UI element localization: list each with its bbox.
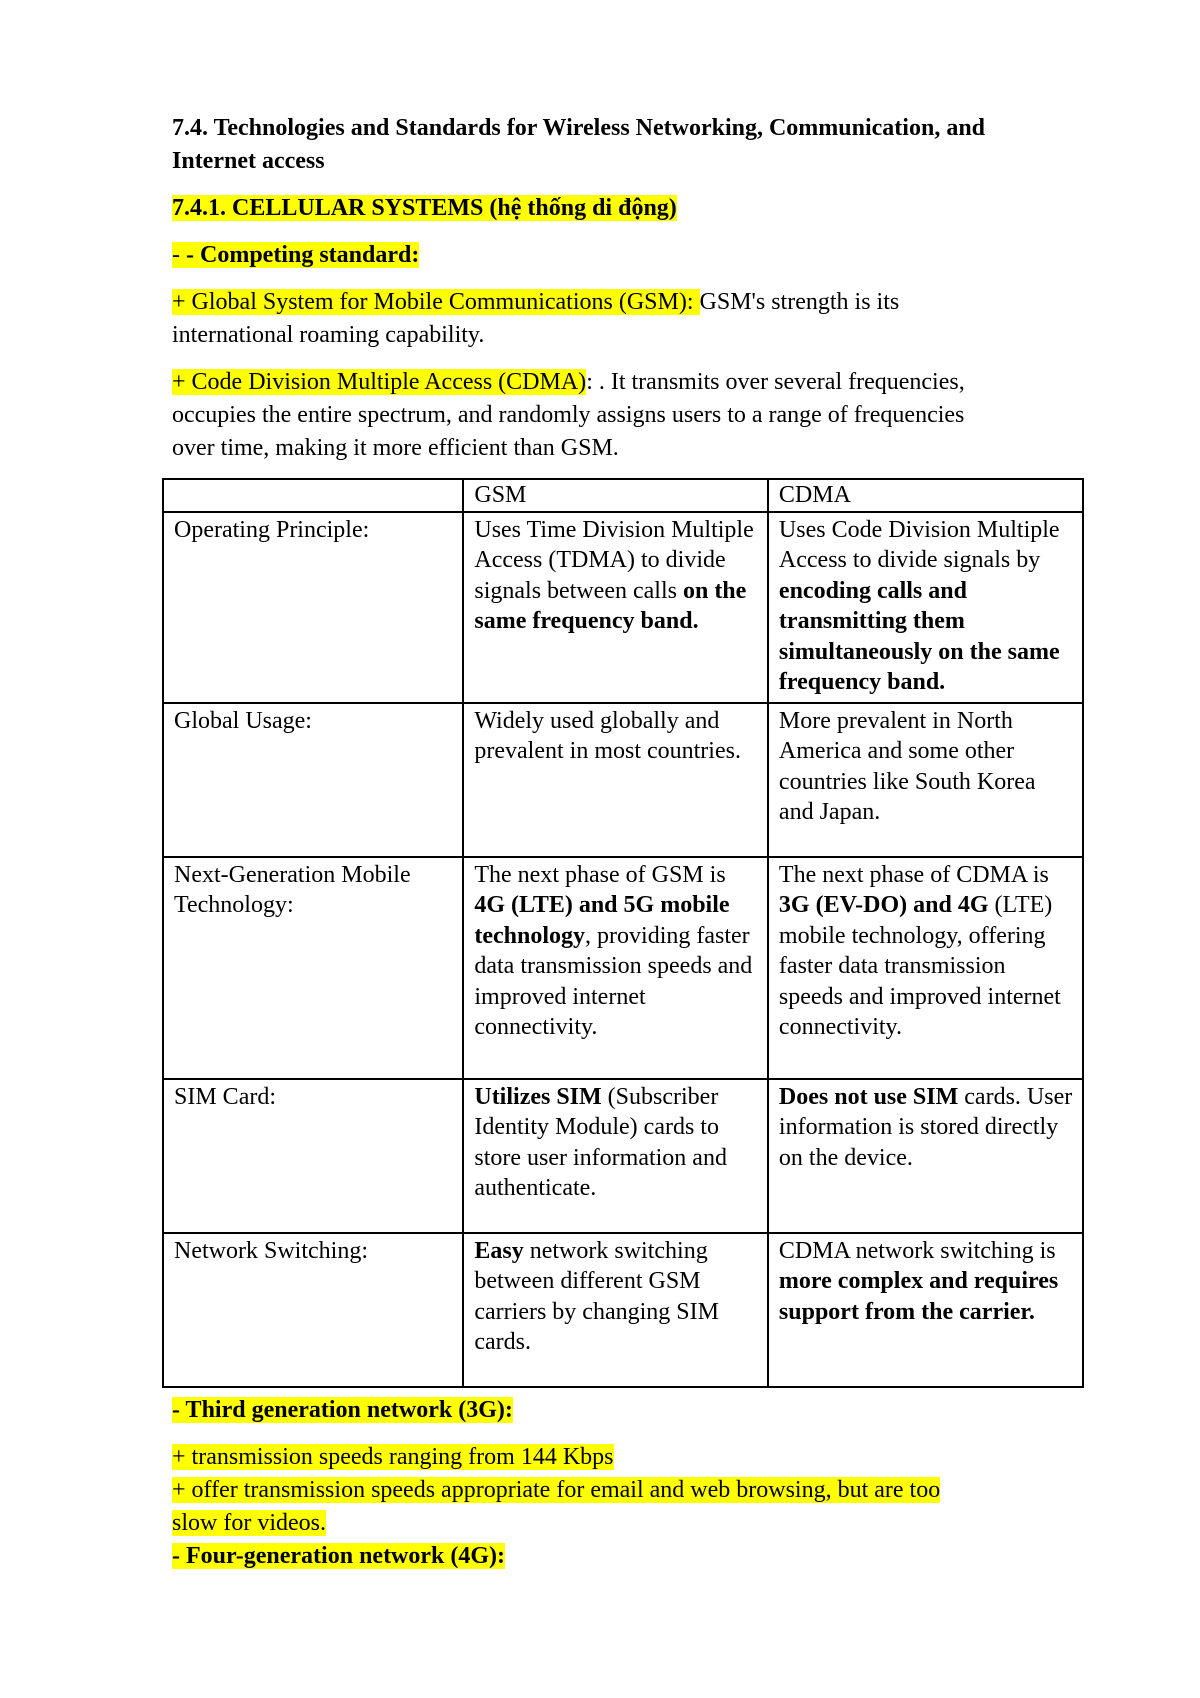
gsm-cell: Uses Time Division Multiple Access (TDMA) to divide signals between calls on the same frequency band. [463,512,768,703]
header-cell-cdma: CDMA [768,479,1083,512]
gsm-paragraph-lead: + Global System for Mobile Communications (GSM): [172,289,700,315]
fourth-generation-heading [172,1540,1102,1573]
third-generation-heading [172,1394,1102,1427]
table-row [163,857,1083,1079]
header-cell-empty [163,479,463,512]
table-row [163,1233,1083,1387]
cdma-cell: More prevalent in North America and some other countries like South Korea and Japan. [768,703,1083,857]
subsection-heading-text: 7.4.1. CELLULAR SYSTEMS (hệ thống di động) [172,195,677,221]
gsm-cell: Utilizes SIM (Subscriber Identity Module) cards to store user information and authenticate. [463,1079,768,1233]
row-label: Network Switching: [163,1233,463,1387]
row-label: Next-Generation Mobile Technology: [163,857,463,1079]
table-header-row [163,479,1083,512]
row-label: SIM Card: [163,1079,463,1233]
section-heading [172,112,1102,178]
section-heading-line-2: Internet access [172,148,325,174]
cdma-paragraph-line-3: over time, making it more efficient than GSM. [172,435,619,461]
competing-standard-text: - Competing standard: [186,242,420,268]
table-row [163,703,1083,857]
third-generation-line-3: slow for videos. [172,1509,326,1536]
table-row [163,512,1083,703]
comparison-table [162,478,1084,1388]
table-row [163,1079,1083,1233]
cdma-cell: CDMA network switching is more complex and requires support from the carrier. [768,1233,1083,1387]
cdma-paragraph-lead: + Code Division Multiple Access (CDMA) [172,369,587,395]
gsm-cell: Easy network switching between different GSM carriers by changing SIM cards. [463,1233,768,1387]
row-label: Operating Principle: [163,512,463,703]
section-heading-line-1: 7.4. Technologies and Standards for Wireless Networking, Communication, and [172,115,986,141]
cdma-cell: Does not use SIM cards. User information is stored directly on the device. [768,1079,1083,1233]
cdma-cell: The next phase of CDMA is 3G (EV-DO) and 4G (LTE) mobile technology, offering faster data transmission speeds and improved internet connectivity. [768,857,1083,1079]
document-page [172,112,1102,1573]
competing-standard: - - Competing standard: [172,242,420,268]
third-generation-line-2: + offer transmission speeds appropriate for email and web browsing, but are too [172,1476,941,1503]
row-label: Global Usage: [163,703,463,857]
gsm-paragraph [172,286,1102,352]
third-generation-title: - Third generation network (3G): [172,1396,513,1423]
cdma-paragraph-rest: : . It transmits over several frequencies, [586,369,965,395]
cdma-paragraph-line-2: occupies the entire spectrum, and randomly assigns users to a range of frequencies [172,402,965,428]
gsm-paragraph-line-2: international roaming capability. [172,322,485,348]
third-generation-line-1: + transmission speeds ranging from 144 Kbps [172,1443,614,1470]
gsm-paragraph-rest: GSM's strength is its [699,289,900,315]
cdma-paragraph [172,366,1102,465]
cdma-cell: Uses Code Division Multiple Access to divide signals by encoding calls and transmitting them simultaneously on the same frequency band. [768,512,1083,703]
third-generation-details [172,1441,1102,1540]
header-cell-gsm: GSM [463,479,768,512]
fourth-generation-title: - Four-generation network (4G): [172,1542,506,1569]
subsection-heading [172,192,1102,225]
gsm-cell: Widely used globally and prevalent in most countries. [463,703,768,857]
gsm-cell: The next phase of GSM is 4G (LTE) and 5G mobile technology, providing faster data transmission speeds and improved internet connectivity. [463,857,768,1079]
